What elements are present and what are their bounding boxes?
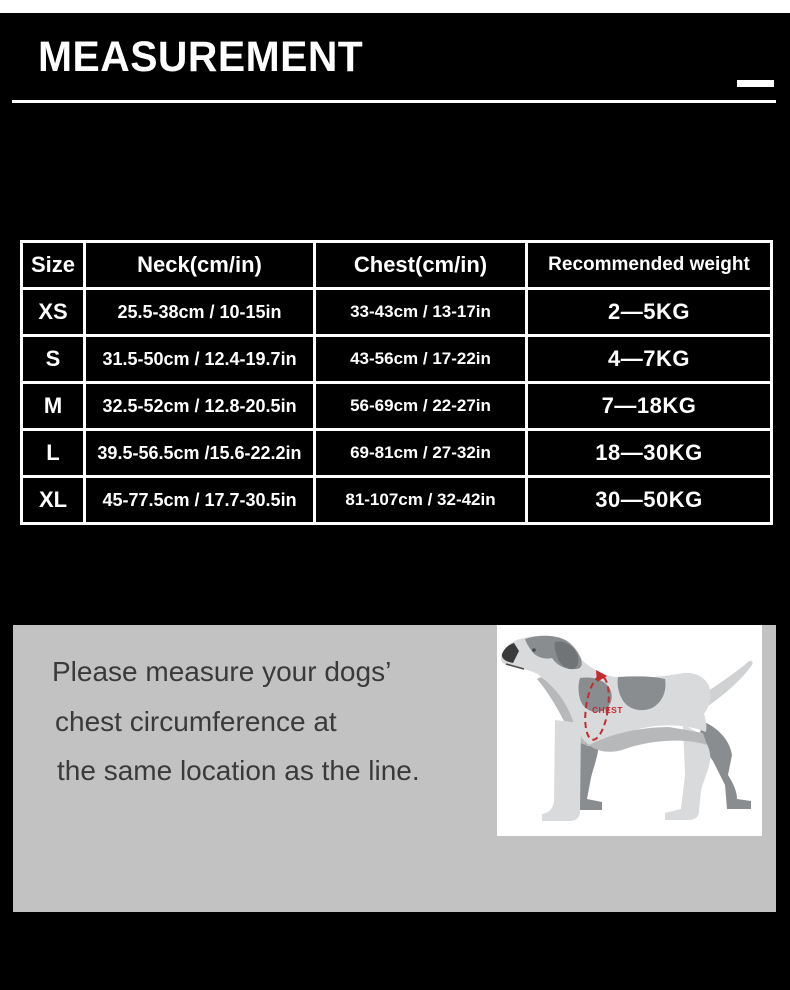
cell-weight: 30—50KG (527, 477, 772, 524)
header-underline (12, 100, 776, 103)
cell-size: L (22, 430, 85, 477)
table-row (22, 477, 772, 524)
cell-neck: 39.5-56.5cm /15.6-22.2in (85, 430, 315, 477)
dog-eye (532, 648, 536, 652)
note-panel (13, 625, 776, 912)
instruction-line: the same location as the line. (57, 755, 420, 786)
cell-size: S (22, 336, 85, 383)
minus-icon (737, 80, 774, 87)
col-header-weight: Recommended weight (527, 242, 772, 289)
col-header-neck: Neck(cm/in) (85, 242, 315, 289)
page-title: MEASUREMENT (38, 33, 364, 81)
cell-neck: 25.5-38cm / 10-15in (85, 289, 315, 336)
cell-chest: 81-107cm / 32-42in (315, 477, 527, 524)
cell-size: XL (22, 477, 85, 524)
dog-near-front-leg (542, 720, 581, 821)
cell-weight: 18—30KG (527, 430, 772, 477)
cell-chest: 69-81cm / 27-32in (315, 430, 527, 477)
size-table (20, 240, 773, 525)
dog-side-illustration (497, 625, 762, 836)
chest-label: CHEST (592, 705, 623, 715)
cell-neck: 45-77.5cm / 17.7-30.5in (85, 477, 315, 524)
cell-chest: 56-69cm / 22-27in (315, 383, 527, 430)
dog-card (497, 625, 762, 836)
cell-chest: 43-56cm / 17-22in (315, 336, 527, 383)
cell-weight: 7—18KG (527, 383, 772, 430)
cell-size: M (22, 383, 85, 430)
cell-chest: 33-43cm / 13-17in (315, 289, 527, 336)
cell-weight: 4—7KG (527, 336, 772, 383)
table-row (22, 336, 772, 383)
table-row (22, 289, 772, 336)
cell-weight: 2—5KG (527, 289, 772, 336)
col-header-size: Size (22, 242, 85, 289)
cell-size: XS (22, 289, 85, 336)
measure-instruction (52, 647, 420, 796)
cell-neck: 32.5-52cm / 12.8-20.5in (85, 383, 315, 430)
instruction-line: Please measure your dogs’ (52, 656, 392, 687)
top-strip (0, 0, 790, 13)
table-row (22, 430, 772, 477)
col-header-chest: Chest(cm/in) (315, 242, 527, 289)
cell-neck: 31.5-50cm / 12.4-19.7in (85, 336, 315, 383)
table-header-row (22, 242, 772, 289)
instruction-line: chest circumference at (55, 705, 337, 737)
table-row (22, 383, 772, 430)
